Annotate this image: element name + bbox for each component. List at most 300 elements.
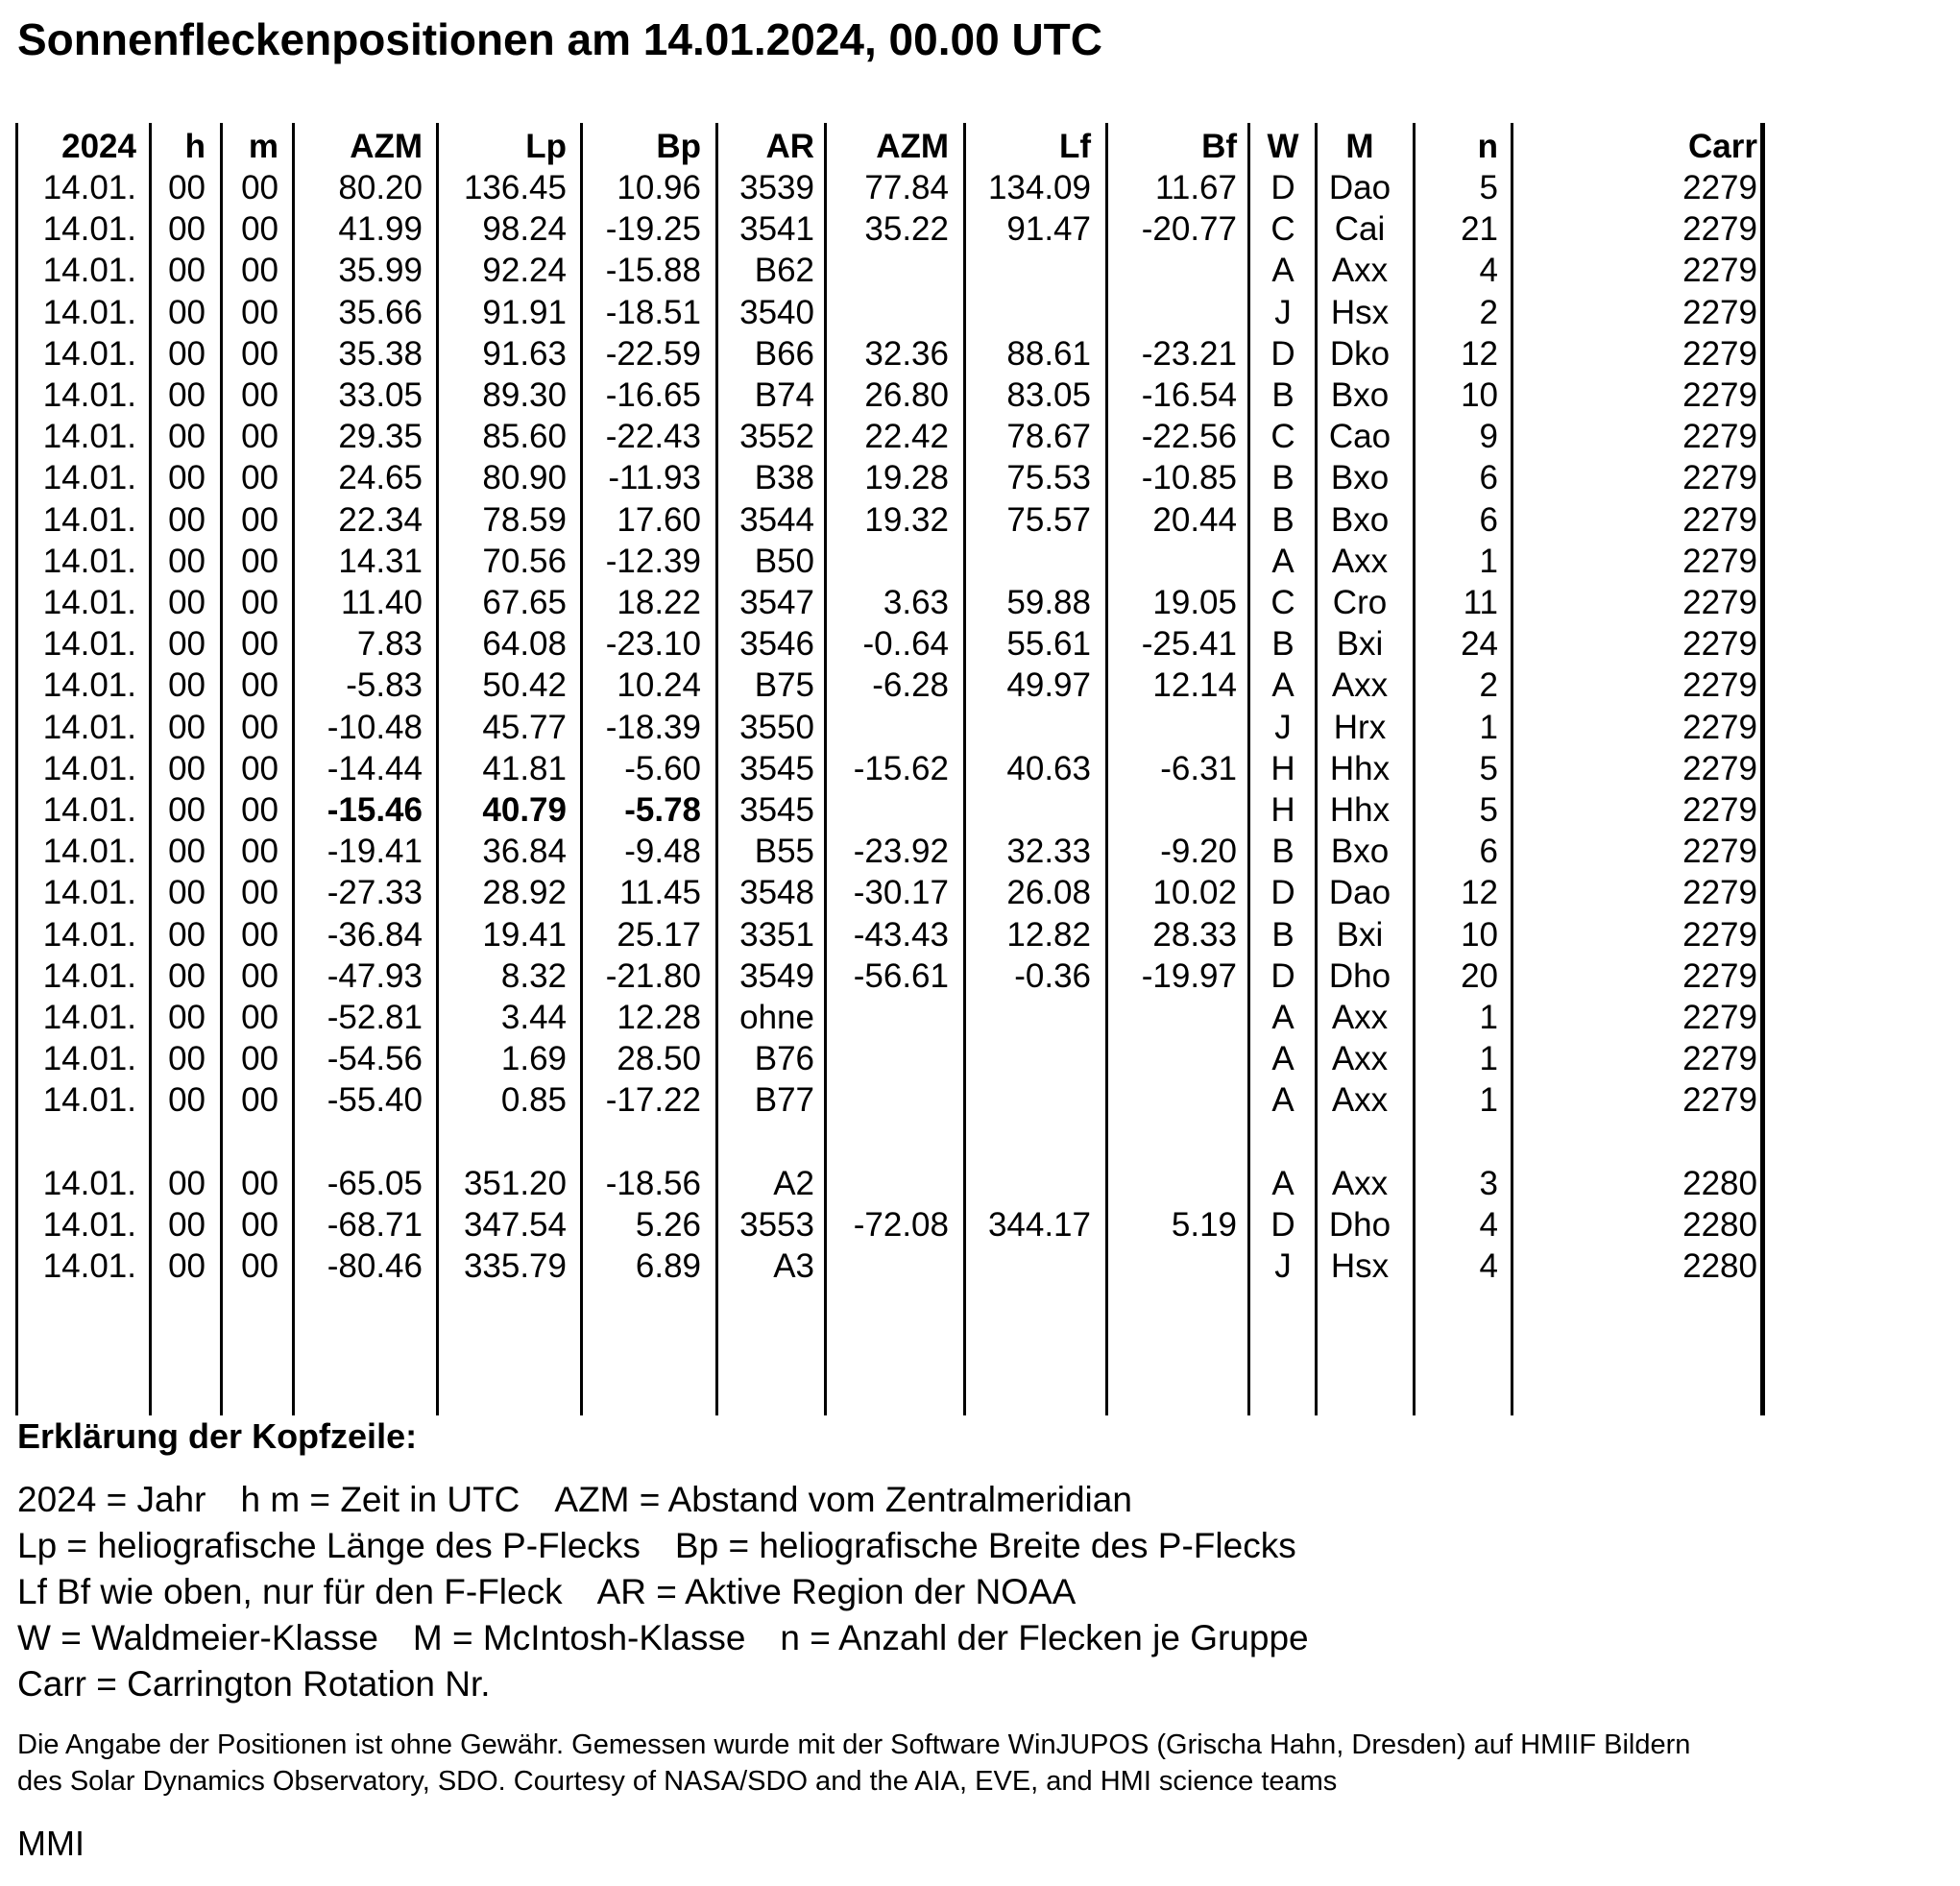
cell-ar: 3540 — [739, 293, 814, 331]
cell-carr: 2279 — [1682, 791, 1757, 829]
cell-bp: 10.24 — [617, 666, 701, 705]
cell-azm-p: 35.66 — [338, 293, 423, 331]
cell-azm-p: -10.48 — [327, 708, 423, 746]
legend-line — [17, 1523, 1948, 1569]
cell-w: B — [1271, 500, 1295, 539]
cell-year: 14.01. — [42, 334, 136, 373]
cell-azm-p: -19.41 — [327, 833, 423, 871]
cell-n: 6 — [1479, 459, 1498, 497]
cell-m: Cao — [1328, 418, 1391, 456]
cell-m: Axx — [1331, 999, 1389, 1036]
cell-azm-f: -6.28 — [872, 666, 949, 705]
cell-w: B — [1271, 833, 1295, 871]
header-lf: Lf — [1058, 128, 1091, 165]
cell-w: C — [1270, 584, 1295, 621]
cell-minute: 00 — [241, 625, 278, 664]
cell-w: C — [1270, 418, 1295, 456]
cell-azm-p: 41.99 — [338, 210, 423, 249]
cell-bp: 25.17 — [617, 915, 701, 954]
cell-minute: 00 — [241, 252, 278, 290]
cell-lf: 75.57 — [1006, 500, 1091, 539]
cell-lp: 50.42 — [482, 666, 567, 705]
cell-azm-f — [826, 1038, 949, 1079]
cell-year: 14.01. — [42, 1247, 136, 1286]
cell-hour: 00 — [168, 833, 206, 871]
cell-m: Dao — [1328, 874, 1391, 912]
header-lp: Lp — [525, 128, 567, 165]
cell-azm-f — [826, 250, 949, 291]
legend-line — [17, 1569, 1948, 1615]
cell-bp: 18.22 — [617, 584, 701, 621]
cell-hour: 00 — [168, 376, 206, 414]
cell-w: H — [1270, 749, 1295, 787]
cell-m: Bxo — [1330, 376, 1390, 414]
cell-w: J — [1274, 293, 1292, 331]
cell-ar: 3541 — [739, 210, 814, 249]
header-minute: m — [248, 128, 278, 165]
cell-hour: 00 — [168, 169, 206, 206]
cell-year: 14.01. — [42, 666, 136, 705]
header-year: 2024 — [61, 128, 136, 165]
cell-hour: 00 — [168, 625, 206, 664]
cell-azm-p: -36.84 — [327, 915, 423, 954]
cell-ar: B76 — [754, 1040, 814, 1078]
cell-lp: 351.20 — [463, 1164, 567, 1202]
cell-carr: 2279 — [1682, 169, 1757, 206]
cell-n: 24 — [1461, 625, 1498, 664]
cell-m: Bxo — [1330, 833, 1390, 871]
cell-year: 14.01. — [42, 915, 136, 954]
cell-carr: 2279 — [1682, 293, 1757, 331]
cell-year: 14.01. — [42, 1164, 136, 1202]
cell-carr: 2279 — [1682, 625, 1757, 664]
cell-n: 21 — [1461, 210, 1498, 249]
cell-hour: 00 — [168, 749, 206, 787]
cell-year: 14.01. — [42, 1040, 136, 1078]
cell-minute: 00 — [241, 1081, 278, 1120]
cell-lp: 45.77 — [482, 708, 567, 746]
cell-lf: 49.97 — [1006, 666, 1091, 705]
cell-minute: 00 — [241, 500, 278, 539]
cell-w: B — [1271, 625, 1295, 664]
cell-n: 10 — [1461, 915, 1498, 954]
cell-bf — [1106, 250, 1237, 291]
cell-year: 14.01. — [42, 459, 136, 497]
cell-bp: -5.78 — [624, 791, 701, 829]
cell-lf: 134.09 — [987, 169, 1091, 206]
cell-bp: -16.65 — [605, 376, 701, 414]
header-bp: Bp — [656, 128, 701, 165]
cell-hour: 00 — [168, 1040, 206, 1078]
cell-lp: 36.84 — [482, 833, 567, 871]
cell-m: Bxo — [1330, 500, 1390, 539]
cell-lf — [964, 1079, 1091, 1121]
cell-azm-p: 22.34 — [338, 500, 423, 539]
cell-bp: 17.60 — [617, 500, 701, 539]
cell-year: 14.01. — [42, 542, 136, 580]
cell-azm-p: -55.40 — [327, 1081, 423, 1120]
cell-minute: 00 — [241, 459, 278, 497]
cell-minute: 00 — [241, 1040, 278, 1078]
header-ar: AR — [765, 128, 814, 165]
cell-ar: 3545 — [739, 749, 814, 787]
cell-year: 14.01. — [42, 252, 136, 290]
cell-m: Dko — [1329, 334, 1391, 373]
cell-ar: B50 — [754, 542, 814, 580]
cell-ar: 3539 — [739, 169, 814, 206]
cell-hour: 00 — [168, 1164, 206, 1202]
cell-azm-f — [826, 1163, 949, 1204]
cell-carr: 2279 — [1682, 418, 1757, 456]
cell-n: 12 — [1461, 334, 1498, 373]
cell-hour: 00 — [168, 542, 206, 580]
cell-bf: 20.44 — [1152, 500, 1237, 539]
cell-azm-f: 26.80 — [864, 376, 949, 414]
cell-azm-p: -5.83 — [346, 666, 423, 705]
cell-carr: 2280 — [1682, 1247, 1757, 1286]
cell-ar: B75 — [754, 666, 814, 705]
cell-n: 4 — [1479, 1247, 1498, 1286]
cell-azm-f: 3.63 — [883, 584, 949, 621]
cell-bp: 28.50 — [617, 1040, 701, 1078]
legend-entry: n = Anzahl der Flecken je Gruppe — [780, 1618, 1309, 1657]
cell-hour: 00 — [168, 293, 206, 331]
cell-lp: 19.41 — [482, 915, 567, 954]
cell-lp: 92.24 — [482, 252, 567, 290]
cell-m: Axx — [1331, 542, 1389, 580]
cell-azm-f: 77.84 — [864, 169, 949, 206]
cell-minute: 00 — [241, 542, 278, 580]
cell-azm-p: -54.56 — [327, 1040, 423, 1078]
cell-bf: 28.33 — [1152, 915, 1237, 954]
cell-azm-f — [826, 1079, 949, 1121]
cell-w: D — [1270, 874, 1295, 912]
cell-lp: 28.92 — [482, 874, 567, 912]
cell-azm-f — [826, 292, 949, 333]
cell-lp: 78.59 — [482, 500, 567, 539]
legend-entry: M = McIntosh-Klasse — [412, 1618, 746, 1657]
cell-bf — [1106, 292, 1237, 333]
cell-bf: 11.67 — [1155, 169, 1237, 206]
cell-year: 14.01. — [42, 169, 136, 206]
cell-minute: 00 — [241, 1206, 278, 1244]
legend-entry: W = Waldmeier-Klasse — [17, 1618, 378, 1657]
cell-bf: -25.41 — [1141, 625, 1237, 664]
cell-year: 14.01. — [42, 874, 136, 912]
cell-lp: 41.81 — [482, 749, 567, 787]
cell-bp: 10.96 — [617, 169, 701, 206]
cell-azm-f: -43.43 — [853, 915, 949, 954]
cell-hour: 00 — [168, 584, 206, 621]
disclaimer — [17, 1727, 1948, 1800]
cell-year: 14.01. — [42, 749, 136, 787]
cell-azm-p: 33.05 — [338, 376, 423, 414]
cell-ar: B38 — [754, 459, 814, 497]
cell-ar: B74 — [754, 376, 814, 414]
cell-hour: 00 — [168, 915, 206, 954]
cell-year: 14.01. — [42, 708, 136, 746]
cell-bp: -5.60 — [624, 749, 701, 787]
cell-azm-f — [826, 707, 949, 748]
cell-bf: -20.77 — [1141, 210, 1237, 249]
cell-w: B — [1271, 915, 1295, 954]
cell-azm-f — [826, 541, 949, 582]
cell-w: C — [1270, 210, 1295, 249]
cell-carr: 2279 — [1682, 459, 1757, 497]
cell-carr: 2280 — [1682, 1164, 1757, 1202]
cell-m: Dho — [1328, 956, 1391, 995]
cell-azm-f: -0..64 — [862, 625, 949, 664]
cell-n: 9 — [1479, 418, 1498, 456]
cell-azm-f: 19.28 — [864, 459, 949, 497]
cell-lf — [964, 1245, 1091, 1287]
cell-bp: -18.39 — [605, 708, 701, 746]
cell-minute: 00 — [241, 999, 278, 1036]
cell-ar: 3545 — [739, 791, 814, 829]
cell-year: 14.01. — [42, 833, 136, 871]
cell-minute: 00 — [241, 376, 278, 414]
cell-bf: -9.20 — [1160, 833, 1237, 871]
header-azm-f: AZM — [876, 128, 949, 165]
cell-bf: -10.85 — [1141, 459, 1237, 497]
cell-azm-p: -52.81 — [327, 999, 423, 1036]
cell-bp: -22.59 — [605, 334, 701, 373]
cell-ar: B62 — [754, 252, 814, 290]
cell-hour: 00 — [168, 210, 206, 249]
cell-lf: 83.05 — [1006, 376, 1091, 414]
cell-lf: 78.67 — [1006, 418, 1091, 456]
cell-lf: 344.17 — [987, 1206, 1091, 1244]
cell-lf: 55.61 — [1006, 625, 1091, 664]
cell-minute: 00 — [241, 210, 278, 249]
cell-minute: 00 — [241, 708, 278, 746]
cell-ar: ohne — [739, 999, 814, 1036]
cell-bf: 12.14 — [1152, 666, 1237, 705]
cell-hour: 00 — [168, 874, 206, 912]
cell-m: Bxi — [1336, 625, 1384, 664]
legend-lines — [17, 1477, 1948, 1707]
legend-entry: Bp = heliografische Breite des P-Flecks — [674, 1526, 1296, 1565]
disclaimer-line: Die Angabe der Positionen ist ohne Gewähr. Gemessen wurde mit der Software WinJUPOS (Grischa Hahn, Dresden) auf HMIIF Bildern — [17, 1729, 1691, 1760]
cell-hour: 00 — [168, 500, 206, 539]
cell-bp: -21.80 — [605, 956, 701, 995]
cell-bf — [1106, 1079, 1237, 1121]
cell-azm-f: 35.22 — [864, 210, 949, 249]
cell-ar: A2 — [773, 1164, 814, 1202]
cell-azm-f — [826, 997, 949, 1038]
cell-azm-f: -15.62 — [853, 749, 949, 787]
cell-carr: 2279 — [1682, 999, 1757, 1036]
cell-m: Hhx — [1329, 791, 1391, 829]
cell-azm-p: 7.83 — [356, 625, 423, 664]
cell-ar: 3547 — [739, 584, 814, 621]
cell-m: Bxi — [1336, 915, 1384, 954]
cell-bf — [1106, 1245, 1237, 1287]
header-azm-p: AZM — [350, 128, 423, 165]
cell-hour: 00 — [168, 999, 206, 1036]
cell-lp: 1.69 — [500, 1040, 567, 1078]
header-m: M — [1345, 128, 1374, 165]
cell-lf: 12.82 — [1006, 915, 1091, 954]
cell-n: 5 — [1479, 791, 1498, 829]
cell-bp: -12.39 — [605, 542, 701, 580]
cell-m: Hsx — [1330, 1247, 1390, 1286]
cell-year: 14.01. — [42, 791, 136, 829]
cell-carr: 2279 — [1682, 376, 1757, 414]
cell-lf: 75.53 — [1006, 459, 1091, 497]
cell-carr: 2279 — [1682, 915, 1757, 954]
cell-bf — [1106, 1038, 1237, 1079]
cell-year: 14.01. — [42, 584, 136, 621]
cell-bf: -22.56 — [1141, 418, 1237, 456]
cell-m: Axx — [1331, 666, 1389, 705]
cell-lf: 59.88 — [1006, 584, 1091, 621]
cell-ar: 3544 — [739, 500, 814, 539]
cell-azm-p: -80.46 — [327, 1247, 423, 1286]
legend-heading: Erklärung der Kopfzeile: — [17, 1416, 418, 1456]
disclaimer-line: des Solar Dynamics Observatory, SDO. Courtesy of NASA/SDO and the AIA, EVE, and HMI science teams — [17, 1766, 1338, 1797]
cell-w: A — [1271, 1081, 1295, 1120]
cell-bf: -6.31 — [1160, 749, 1237, 787]
cell-lf: 88.61 — [1006, 334, 1091, 373]
cell-n: 2 — [1479, 293, 1498, 331]
legend-entry: h m = Zeit in UTC — [240, 1480, 520, 1519]
cell-azm-f: -72.08 — [853, 1206, 949, 1244]
cell-bf: 10.02 — [1152, 874, 1237, 912]
cell-carr: 2279 — [1682, 252, 1757, 290]
legend-entry: Carr = Carrington Rotation Nr. — [17, 1664, 491, 1704]
cell-w: H — [1270, 791, 1295, 829]
cell-lp: 98.24 — [482, 210, 567, 249]
cell-ar: 3548 — [739, 874, 814, 912]
cell-azm-p: -68.71 — [327, 1206, 423, 1244]
cell-lp: 136.45 — [463, 169, 567, 206]
cell-year: 14.01. — [42, 376, 136, 414]
cell-n: 11 — [1463, 584, 1498, 621]
cell-w: A — [1271, 252, 1295, 290]
cell-carr: 2279 — [1682, 833, 1757, 871]
cell-n: 12 — [1461, 874, 1498, 912]
cell-year: 14.01. — [42, 1081, 136, 1120]
cell-n: 1 — [1479, 708, 1498, 746]
header-bf: Bf — [1201, 128, 1237, 165]
cell-hour: 00 — [168, 791, 206, 829]
cell-lp: 91.91 — [482, 293, 567, 331]
cell-minute: 00 — [241, 293, 278, 331]
cell-lp: 91.63 — [482, 334, 567, 373]
cell-w: D — [1270, 1206, 1295, 1244]
legend-line — [17, 1661, 1948, 1707]
cell-hour: 00 — [168, 1081, 206, 1120]
cell-carr: 2279 — [1682, 1081, 1757, 1120]
cell-n: 2 — [1479, 666, 1498, 705]
legend-entry: Lf Bf wie oben, nur für den F-Fleck — [17, 1572, 563, 1611]
cell-bf — [1106, 997, 1237, 1038]
cell-carr: 2279 — [1682, 749, 1757, 787]
cell-lp: 89.30 — [482, 376, 567, 414]
cell-minute: 00 — [241, 418, 278, 456]
cell-n: 20 — [1461, 956, 1498, 995]
cell-w: A — [1271, 999, 1295, 1036]
cell-azm-f: -30.17 — [853, 874, 949, 912]
cell-lp: 40.79 — [482, 791, 567, 829]
legend-entry: AR = Aktive Region der NOAA — [596, 1572, 1077, 1611]
cell-ar: 3552 — [739, 418, 814, 456]
cell-year: 14.01. — [42, 625, 136, 664]
cell-m: Hrx — [1333, 708, 1387, 746]
cell-azm-p: -65.05 — [327, 1164, 423, 1202]
cell-hour: 00 — [168, 708, 206, 746]
cell-n: 1 — [1479, 1040, 1498, 1078]
cell-bp: 11.45 — [619, 874, 701, 912]
cell-year: 14.01. — [42, 293, 136, 331]
cell-m: Hsx — [1330, 293, 1390, 331]
cell-azm-f: -23.92 — [853, 833, 949, 871]
cell-bp: -23.10 — [605, 625, 701, 664]
cell-hour: 00 — [168, 459, 206, 497]
cell-m: Dho — [1328, 1206, 1391, 1244]
cell-bp: -22.43 — [605, 418, 701, 456]
cell-hour: 00 — [168, 334, 206, 373]
cell-w: J — [1274, 1247, 1292, 1286]
cell-lf: 26.08 — [1006, 874, 1091, 912]
cell-azm-p: -47.93 — [327, 956, 423, 995]
cell-minute: 00 — [241, 584, 278, 621]
cell-m: Hhx — [1329, 749, 1391, 787]
cell-year: 14.01. — [42, 956, 136, 995]
cell-carr: 2279 — [1682, 584, 1757, 621]
cell-lf — [964, 707, 1091, 748]
cell-azm-f — [826, 789, 949, 831]
cell-ar: B66 — [754, 334, 814, 373]
cell-bf — [1106, 789, 1237, 831]
cell-azm-p: 35.99 — [338, 252, 423, 290]
cell-azm-p: 24.65 — [338, 459, 423, 497]
cell-n: 1 — [1479, 999, 1498, 1036]
header-carr: Carr — [1688, 128, 1757, 165]
cell-lp: 8.32 — [500, 956, 567, 995]
cell-ar: 3553 — [739, 1206, 814, 1244]
cell-minute: 00 — [241, 874, 278, 912]
cell-bf: -16.54 — [1141, 376, 1237, 414]
cell-lf: -0.36 — [1014, 956, 1091, 995]
cell-azm-p: -15.46 — [327, 791, 423, 829]
header-w: W — [1267, 128, 1299, 165]
cell-lf: 91.47 — [1006, 210, 1091, 249]
cell-m: Cro — [1332, 584, 1388, 621]
cell-w: D — [1270, 334, 1295, 373]
cell-bf: -19.97 — [1141, 956, 1237, 995]
cell-w: J — [1274, 708, 1292, 746]
cell-lf: 40.63 — [1006, 749, 1091, 787]
cell-minute: 00 — [241, 169, 278, 206]
cell-lf — [964, 789, 1091, 831]
cell-n: 10 — [1461, 376, 1498, 414]
cell-bf — [1106, 707, 1237, 748]
header-hour: h — [184, 128, 206, 165]
cell-azm-p: 14.31 — [338, 542, 423, 580]
cell-n: 6 — [1479, 500, 1498, 539]
cell-lp: 70.56 — [482, 542, 567, 580]
cell-ar: B55 — [754, 833, 814, 871]
cell-m: Cai — [1334, 210, 1386, 249]
cell-ar: 3351 — [739, 915, 814, 954]
cell-w: D — [1270, 169, 1295, 206]
cell-carr: 2279 — [1682, 1040, 1757, 1078]
cell-azm-p: 29.35 — [338, 418, 423, 456]
cell-hour: 00 — [168, 666, 206, 705]
cell-m: Axx — [1331, 1081, 1389, 1120]
